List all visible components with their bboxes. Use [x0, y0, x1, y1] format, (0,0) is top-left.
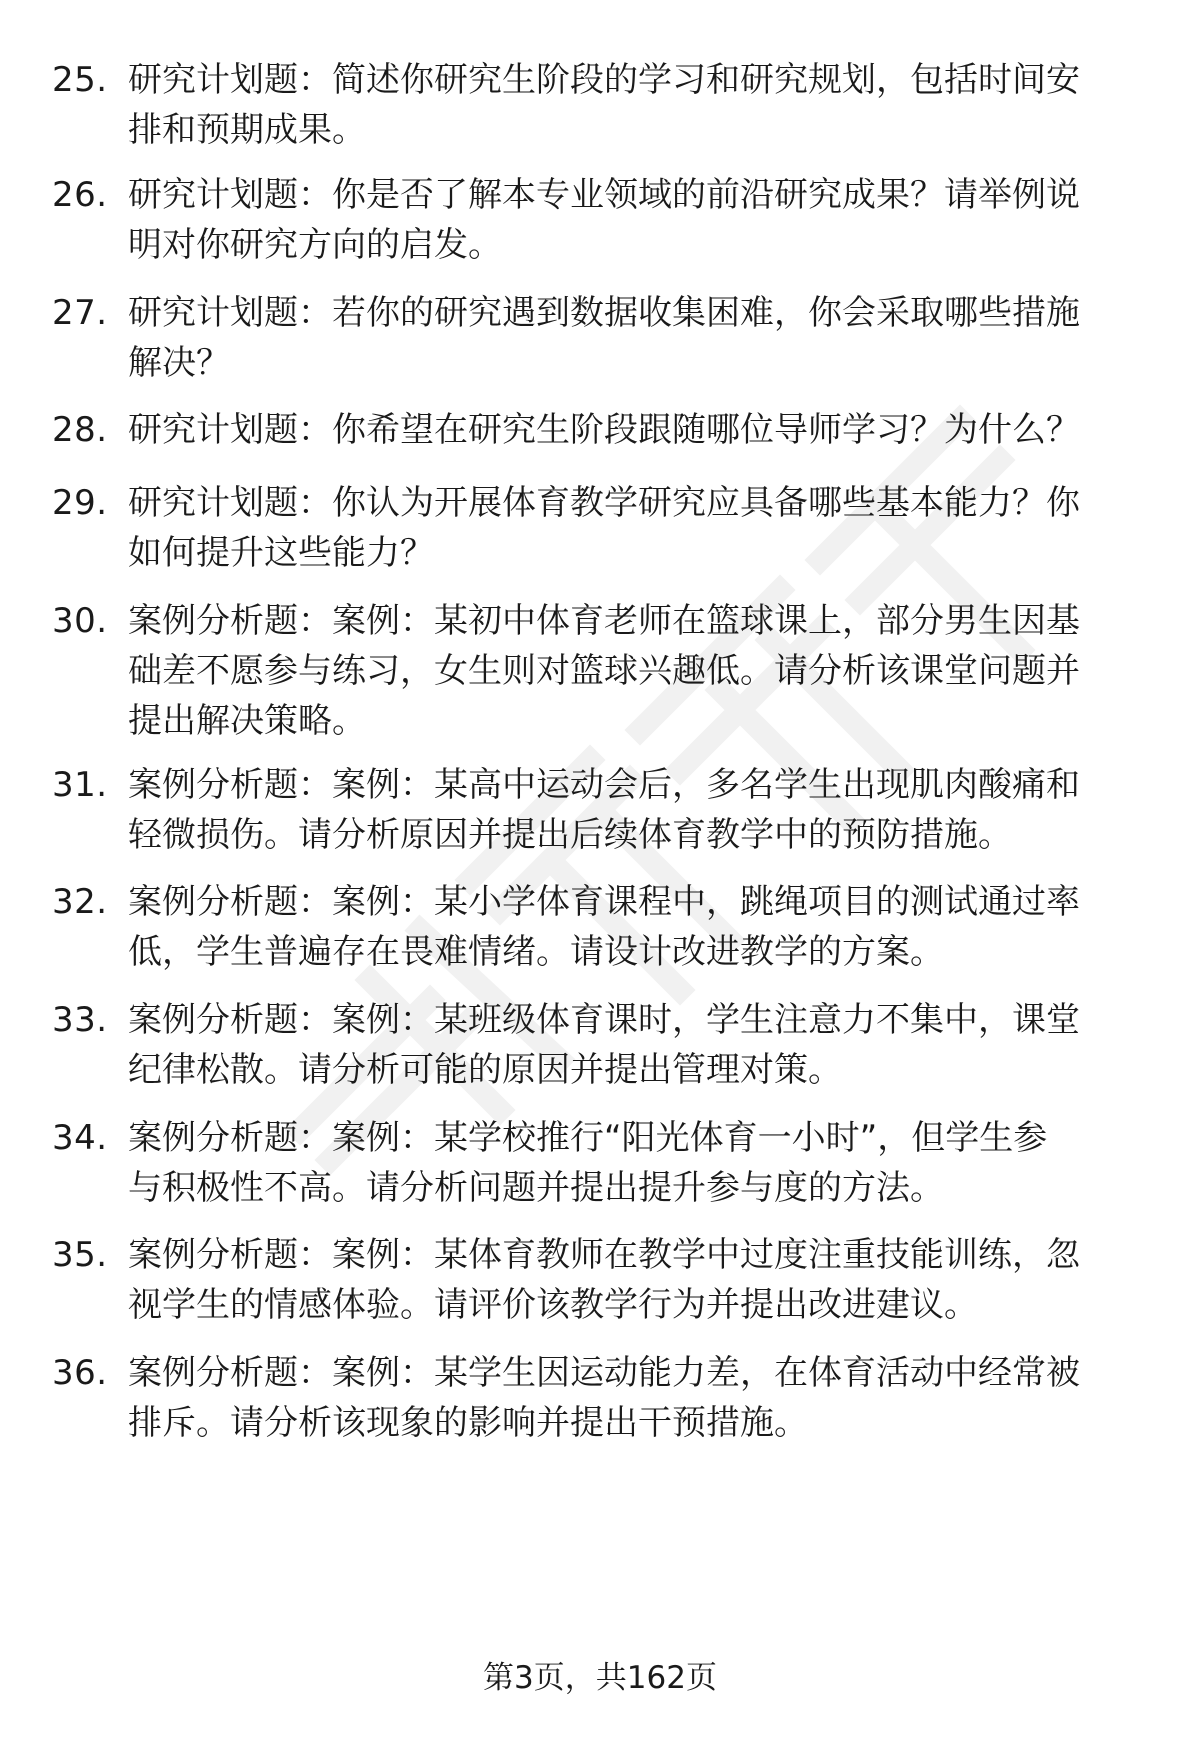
question-number: 28.: [52, 410, 108, 450]
question-number: 25.: [52, 60, 108, 100]
question-text: 案例分析题：案例：某初中体育老师在篮球课上，部分男生因基 础差不愿参与练习，女生则对篮球兴趣低。请分析该课堂问题并 提出解决策略。: [128, 601, 1080, 741]
question-item: [52, 170, 1152, 270]
page-footer: [0, 1658, 1200, 1698]
question-text: 研究计划题：你认为开展体育教学研究应具备哪些基本能力？你 如何提升这些能力？: [128, 483, 1080, 573]
question-number: 29.: [52, 483, 108, 523]
page-number-label: 第3页，共162页: [483, 1660, 717, 1696]
question-number: 26.: [52, 175, 108, 215]
question-item: [52, 1230, 1152, 1330]
question-item: [52, 877, 1152, 977]
question-item: [52, 596, 1152, 746]
question-number: 36.: [52, 1353, 108, 1393]
question-text: 案例分析题：案例：某学生因运动能力差，在体育活动中经常被 排斥。请分析该现象的影响并提出干预措施。: [128, 1353, 1080, 1443]
question-item: [52, 405, 1152, 455]
question-text: 案例分析题：案例：某体育教师在教学中过度注重技能训练，忽 视学生的情感体验。请评价该教学行为并提出改进建议。: [128, 1235, 1080, 1325]
question-text: 研究计划题：你是否了解本专业领域的前沿研究成果？请举例说 明对你研究方向的启发。: [128, 175, 1080, 265]
question-text: 研究计划题：你希望在研究生阶段跟随哪位导师学习？为什么？: [128, 410, 1080, 450]
question-number: 35.: [52, 1235, 108, 1275]
question-text: 研究计划题：若你的研究遇到数据收集困难，你会采取哪些措施 解决？: [128, 293, 1080, 383]
question-item: [52, 288, 1152, 388]
question-number: 34.: [52, 1118, 108, 1158]
question-text: 案例分析题：案例：某小学体育课程中，跳绳项目的测试通过率 低，学生普遍存在畏难情绪。请设计改进教学的方案。: [128, 882, 1080, 972]
question-item: [52, 1113, 1152, 1213]
question-item: [52, 1348, 1152, 1448]
question-text: 案例分析题：案例：某学校推行“阳光体育一小时”，但学生参 与积极性不高。请分析问题并提出提升参与度的方法。: [128, 1118, 1048, 1208]
question-item: [52, 995, 1152, 1095]
question-number: 31.: [52, 765, 108, 805]
question-text: 研究计划题：简述你研究生阶段的学习和研究规划，包括时间安 排和预期成果。: [128, 60, 1080, 150]
question-number: 30.: [52, 601, 108, 641]
question-text: 案例分析题：案例：某高中运动会后，多名学生出现肌肉酸痛和 轻微损伤。请分析原因并提出后续体育教学中的预防措施。: [128, 765, 1080, 855]
question-number: 27.: [52, 293, 108, 333]
question-item: [52, 55, 1152, 155]
question-item: [52, 760, 1152, 860]
question-text: 案例分析题：案例：某班级体育课时，学生注意力不集中，课堂 纪律松散。请分析可能的原因并提出管理对策。: [128, 1000, 1080, 1090]
question-number: 32.: [52, 882, 108, 922]
question-number: 33.: [52, 1000, 108, 1040]
question-item: [52, 478, 1152, 578]
